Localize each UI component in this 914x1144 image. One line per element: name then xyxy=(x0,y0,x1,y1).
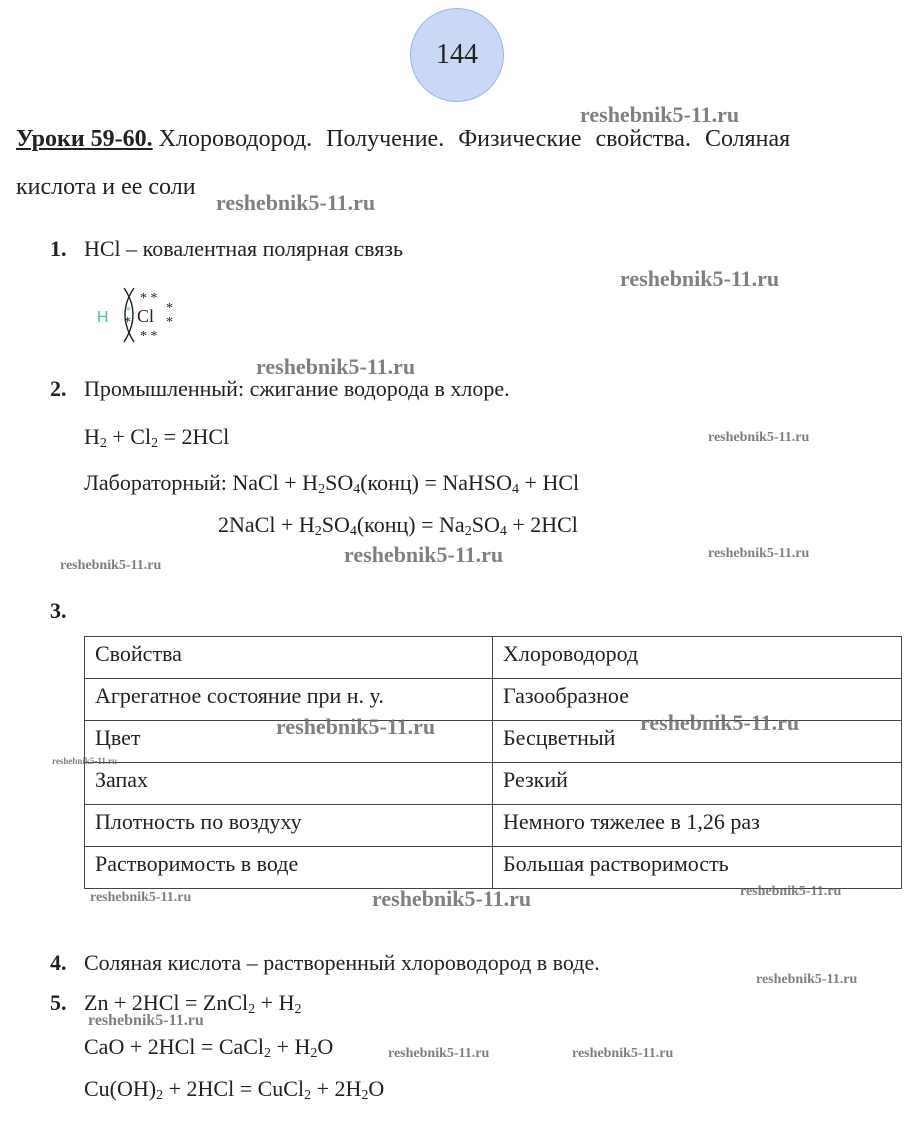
equation-h2-cl2: $H_2 + Cl_2 = 2HCl$ xyxy=(84,424,230,451)
watermark: reshebnik5-11.ru xyxy=(620,266,780,291)
svg-text:*: * xyxy=(125,303,131,317)
table-row xyxy=(85,763,902,805)
table-cell: Агрегатное состояние при н. у. xyxy=(85,679,493,721)
watermark: reshebnik5-11.ru xyxy=(88,1012,204,1029)
item-5: 5. Zn + 2HCl = ZnCl$_2$ + $H_2$ xyxy=(50,990,302,1017)
lesson-title xyxy=(16,126,790,153)
svg-text:*: * xyxy=(166,301,173,316)
watermark: reshebnik5-11.ru xyxy=(740,884,842,899)
equation-cao: CaO + 2HCl = CaCl$_2$ + $H_2O$ xyxy=(84,1034,334,1061)
item-2-number: 2. xyxy=(50,376,67,401)
table-cell: Большая растворимость xyxy=(493,847,902,889)
item-3 xyxy=(50,598,84,624)
watermark: reshebnik5-11.ru xyxy=(216,190,376,215)
lewis-h: H xyxy=(97,309,109,326)
table-cell: Газообразное xyxy=(493,679,902,721)
svg-text:* *: * * xyxy=(140,329,158,344)
table-cell: Резкий xyxy=(493,763,902,805)
lesson-number: Уроки 59-60. xyxy=(16,126,153,152)
svg-text:* *: * * xyxy=(140,291,158,306)
table-header-cell: Хлороводород xyxy=(493,637,902,679)
table-row xyxy=(85,847,902,889)
watermark: reshebnik5-11.ru xyxy=(640,710,800,735)
properties-table xyxy=(84,636,902,889)
item-4-text: Соляная кислота – растворенный хлороводород в воде. xyxy=(84,950,600,975)
table-row xyxy=(85,637,902,679)
table-cell: Запах xyxy=(85,763,493,805)
item-4 xyxy=(50,950,600,976)
equation-lab-1: Лабораторный: NaCl + $H_2SO_4(конц)$ = NaHSO$_4$ + HCl xyxy=(84,470,580,497)
table-cell: Бесцветный xyxy=(493,721,902,763)
watermark: reshebnik5-11.ru xyxy=(90,890,192,905)
watermark: reshebnik5-11.ru xyxy=(708,430,810,445)
title-line1: Хлороводород. Получение. Физические свойства. Соляная xyxy=(158,126,791,152)
item-2-industrial: Промышленный: сжигание водорода в хлоре. xyxy=(84,376,510,401)
svg-text:*: * xyxy=(166,315,173,330)
item-1 xyxy=(50,236,403,262)
item-3-number: 3. xyxy=(50,598,67,623)
watermark: reshebnik5-11.ru xyxy=(708,546,810,561)
table-row xyxy=(85,805,902,847)
item-1-number: 1. xyxy=(50,236,67,261)
watermark: reshebnik5-11.ru xyxy=(256,354,416,379)
title-line2: кислота и ее соли xyxy=(16,174,196,200)
item-4-number: 4. xyxy=(50,950,67,975)
table-cell: Цвет xyxy=(85,721,493,763)
watermark: reshebnik5-11.ru xyxy=(388,1046,490,1061)
table-header-cell: Свойства xyxy=(85,637,493,679)
page-number: 144 xyxy=(410,8,504,102)
watermark: reshebnik5-11.ru xyxy=(756,972,858,987)
watermark: reshebnik5-11.ru xyxy=(372,886,532,911)
table-cell: Растворимость в воде xyxy=(85,847,493,889)
watermark: reshebnik5-11.ru xyxy=(60,558,162,573)
table-cell: Немного тяжелее в 1,26 раз xyxy=(493,805,902,847)
svg-text:*: * xyxy=(124,315,131,330)
table-cell: Плотность по воздуху xyxy=(85,805,493,847)
equation-cuoh2: $Cu(OH)_2 + 2HCl$ = CuCl$_2$ + $2H_2O$ xyxy=(84,1076,385,1103)
item-5-number: 5. xyxy=(50,990,67,1015)
equation-lab-2: 2NaCl + $H_2SO_4(конц) = Na_2SO_4 + 2HCl$ xyxy=(218,512,578,539)
watermark: reshebnik5-11.ru xyxy=(580,102,740,127)
watermark: reshebnik5-11.ru xyxy=(344,542,504,567)
lewis-cl: Cl xyxy=(137,306,155,326)
lewis-structure-hcl xyxy=(94,284,184,346)
item-1-text: HCl – ковалентная полярная связь xyxy=(84,236,404,261)
watermark: reshebnik5-11.ru xyxy=(572,1046,674,1061)
watermark: reshebnik5-11.ru xyxy=(276,714,436,739)
watermark: reshebnik5-11.ru xyxy=(52,756,118,766)
